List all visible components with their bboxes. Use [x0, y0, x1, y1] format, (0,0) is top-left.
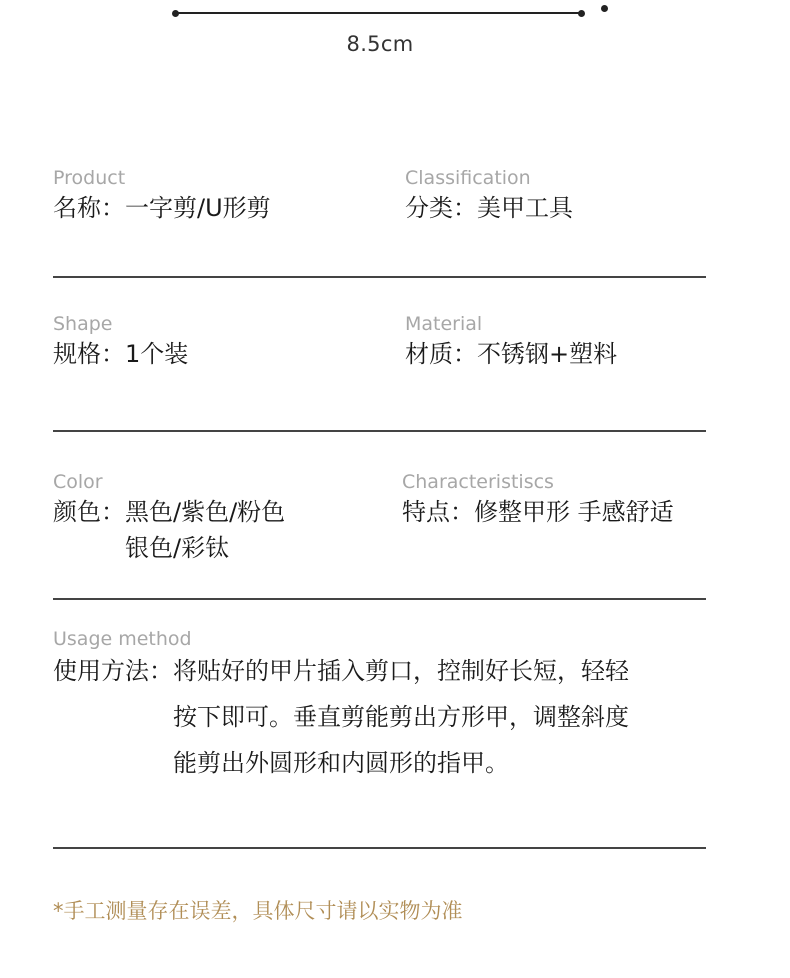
- spec-color: [53, 470, 285, 566]
- spec-color-value-line1: 黑色/紫色/粉色: [125, 498, 286, 526]
- spec-characteristics-key: 特点：: [402, 498, 474, 526]
- spec-usage-text: [53, 653, 629, 786]
- spec-usage: [53, 627, 629, 786]
- spec-usage-line2: 按下即可。垂直剪能剪出方形甲，调整斜度: [173, 703, 629, 731]
- spec-material-key: 材质：: [405, 340, 477, 368]
- spec-classification-key: 分类：: [405, 194, 477, 222]
- spec-usage-key: 使用方法：: [53, 657, 173, 685]
- spec-classification-en-label: Classification: [405, 167, 531, 189]
- spec-shape: [53, 312, 188, 372]
- measurement-note: *手工测量存在误差，具体尺寸请以实物为准: [53, 899, 463, 923]
- spec-color-en-label: Color: [53, 471, 103, 493]
- spec-characteristics-text: [402, 494, 674, 530]
- spec-characteristics-value: 修整甲形 手感舒适: [474, 498, 674, 526]
- spec-classification: [405, 166, 573, 226]
- spec-material-text: [405, 336, 617, 372]
- dimension-label: 8.5cm: [346, 32, 414, 56]
- dimension-line: [175, 12, 583, 14]
- spec-usage-line3: 能剪出外圆形和内圆形的指甲。: [173, 749, 509, 777]
- spec-product-value: 一字剪/U形剪: [125, 194, 271, 222]
- spec-usage-line1: 将贴好的甲片插入剪口，控制好长短，轻轻: [173, 657, 629, 685]
- spec-material-value: 不锈钢+塑料: [477, 340, 618, 368]
- spec-color-key: 颜色：: [53, 498, 125, 526]
- divider: [53, 598, 706, 600]
- spec-color-text: [53, 494, 285, 566]
- divider: [53, 430, 706, 432]
- dimension-endpoint-right: [578, 10, 585, 17]
- spec-shape-en-label: Shape: [53, 313, 113, 335]
- spec-characteristics: [402, 470, 674, 530]
- spec-characteristics-en-label: Characteristiscs: [402, 471, 554, 493]
- spec-color-value-line2: 银色/彩钛: [125, 534, 230, 562]
- spec-material: [405, 312, 617, 372]
- spec-product-en-label: Product: [53, 167, 126, 189]
- spec-material-en-label: Material: [405, 313, 483, 335]
- spec-shape-text: [53, 336, 188, 372]
- dimension-marker-dot: [601, 5, 608, 12]
- divider: [53, 847, 706, 849]
- spec-usage-en-label: Usage method: [53, 628, 192, 650]
- dimension-endpoint-left: [172, 10, 179, 17]
- spec-usage-lines: [173, 653, 629, 786]
- spec-classification-text: [405, 190, 573, 226]
- spec-color-values: [125, 494, 285, 566]
- divider: [53, 276, 706, 278]
- spec-product: [53, 166, 271, 226]
- spec-product-key: 名称：: [53, 194, 125, 222]
- spec-shape-key: 规格：: [53, 340, 125, 368]
- spec-shape-value: 1个装: [125, 340, 189, 368]
- spec-classification-value: 美甲工具: [477, 194, 573, 222]
- spec-product-text: [53, 190, 271, 226]
